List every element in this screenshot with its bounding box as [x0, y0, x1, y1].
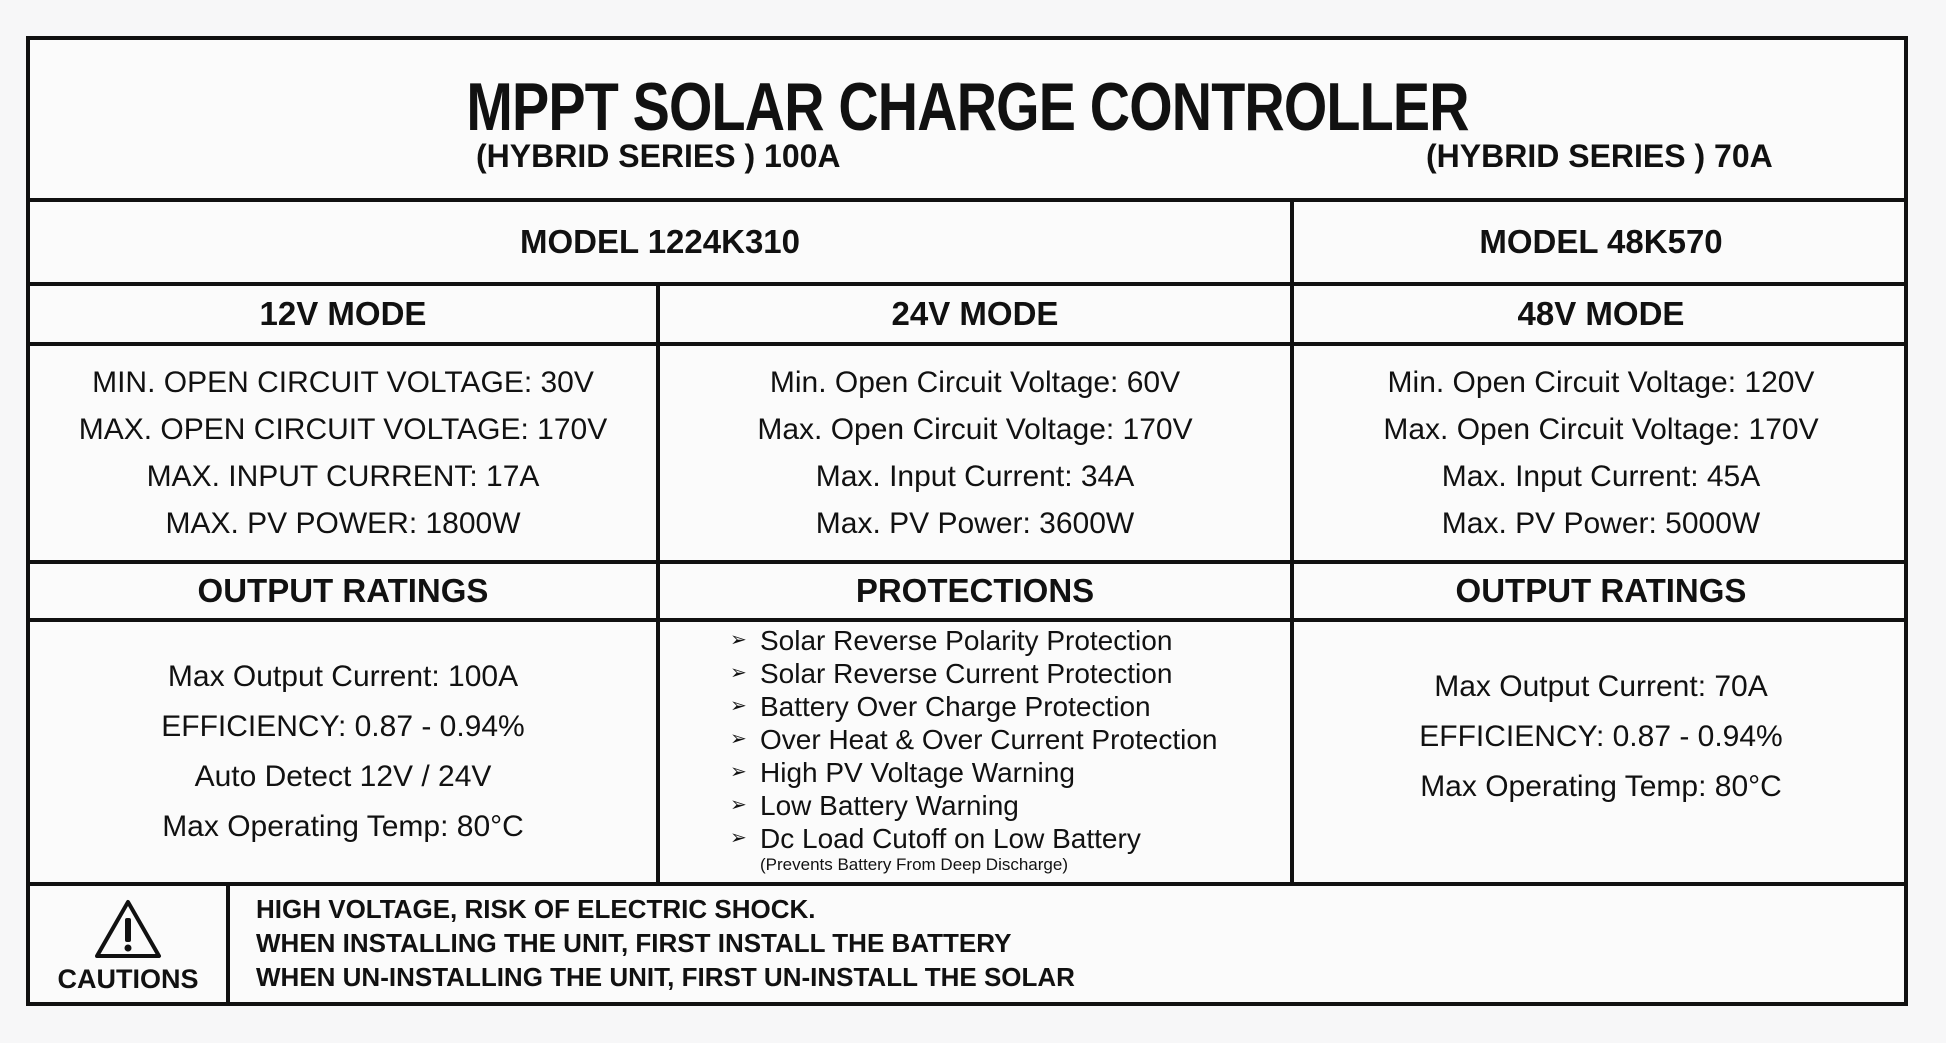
arrow-bullet-icon: ➢	[730, 662, 747, 684]
spec-line: MAX. OPEN CIRCUIT VOLTAGE: 170V	[78, 413, 608, 446]
spec-line: Max. Open Circuit Voltage: 170V	[1383, 413, 1819, 446]
mode-24v-header: 24V MODE	[891, 295, 1059, 332]
list-item: ➢ High PV Voltage Warning	[730, 757, 1075, 788]
cautions-text	[256, 892, 1075, 994]
spec-line: Max. Open Circuit Voltage: 170V	[757, 413, 1193, 446]
list-item: ➢ Dc Load Cutoff on Low Battery	[730, 823, 1141, 854]
arrow-bullet-icon: ➢	[730, 728, 747, 750]
rating-line: Max Output Current: 100A	[167, 660, 519, 693]
spec-line: Max. PV Power: 3600W	[815, 507, 1135, 540]
rating-line: EFFICIENCY: 0.87 - 0.94%	[161, 710, 525, 743]
spec-line: MAX. PV POWER: 1800W	[165, 507, 521, 540]
protections-header: PROTECTIONS	[855, 572, 1095, 609]
spec-line: Max. Input Current: 45A	[1441, 460, 1761, 493]
list-item: ➢ Solar Reverse Current Protection	[730, 658, 1173, 689]
arrow-bullet-icon: ➢	[730, 827, 747, 849]
spec-line: Min. Open Circuit Voltage: 120V	[1387, 366, 1815, 399]
rating-line: Max Output Current: 70A	[1434, 670, 1768, 703]
rating-line: Max Operating Temp: 80°C	[162, 810, 524, 843]
list-item: ➢ Solar Reverse Polarity Protection	[730, 625, 1173, 656]
rating-line: Max Operating Temp: 80°C	[1420, 770, 1782, 803]
list-item: ➢ Over Heat & Over Current Protection	[730, 724, 1218, 755]
rating-line: Auto Detect 12V / 24V	[194, 760, 492, 793]
divider	[30, 882, 1904, 886]
spec-line: MIN. OPEN CIRCUIT VOLTAGE: 30V	[92, 366, 594, 399]
caution-line: WHEN INSTALLING THE UNIT, FIRST INSTALL THE BATTERY	[256, 928, 1012, 958]
mode-48v-header: 48V MODE	[1517, 295, 1685, 332]
page-title: MPPT SOLAR CHARGE CONTROLLER	[466, 69, 1469, 145]
list-item: ➢ Low Battery Warning	[730, 790, 1019, 821]
spec-line: Min. Open Circuit Voltage: 60V	[769, 366, 1181, 399]
spec-line: Max. PV Power: 5000W	[1441, 507, 1761, 540]
model-48k570: MODEL 48K570	[1479, 223, 1723, 260]
divider	[226, 882, 230, 1006]
protection-note: (Prevents Battery From Deep Discharge)	[760, 855, 1068, 874]
cautions-label-cell	[30, 886, 226, 1006]
output-ratings-right	[1294, 622, 1908, 852]
protections-list	[730, 624, 1290, 880]
list-item: ➢ Battery Over Charge Protection	[730, 691, 1151, 722]
warning-triangle-icon	[93, 898, 163, 960]
output-ratings-header-right: OUTPUT RATINGS	[1455, 572, 1747, 609]
caution-line: WHEN UN-INSTALLING THE UNIT, FIRST UN-INSTALL THE SOLAR	[256, 962, 1075, 992]
spec-line: MAX. INPUT CURRENT: 17A	[146, 460, 540, 493]
mode-12v-header: 12V MODE	[259, 295, 427, 332]
mode-12v-specs	[30, 346, 656, 560]
cautions-label: CAUTIONS	[57, 963, 199, 994]
model-1224k310: MODEL 1224K310	[519, 223, 801, 260]
caution-line: HIGH VOLTAGE, RISK OF ELECTRIC SHOCK.	[256, 894, 816, 924]
output-ratings-left	[30, 622, 656, 882]
mode-48v-specs	[1294, 346, 1908, 560]
spec-label	[26, 36, 1908, 1006]
arrow-bullet-icon: ➢	[730, 629, 747, 651]
series-70a: (HYBRID SERIES ) 70A	[1426, 138, 1773, 174]
mode-24v-specs	[660, 346, 1290, 560]
rating-line: EFFICIENCY: 0.87 - 0.94%	[1419, 720, 1783, 753]
output-ratings-header-left: OUTPUT RATINGS	[197, 572, 489, 609]
series-100a: (HYBRID SERIES ) 100A	[476, 138, 841, 174]
arrow-bullet-icon: ➢	[730, 695, 747, 717]
arrow-bullet-icon: ➢	[730, 794, 747, 816]
spec-line: Max. Input Current: 34A	[815, 460, 1135, 493]
arrow-bullet-icon: ➢	[730, 761, 747, 783]
